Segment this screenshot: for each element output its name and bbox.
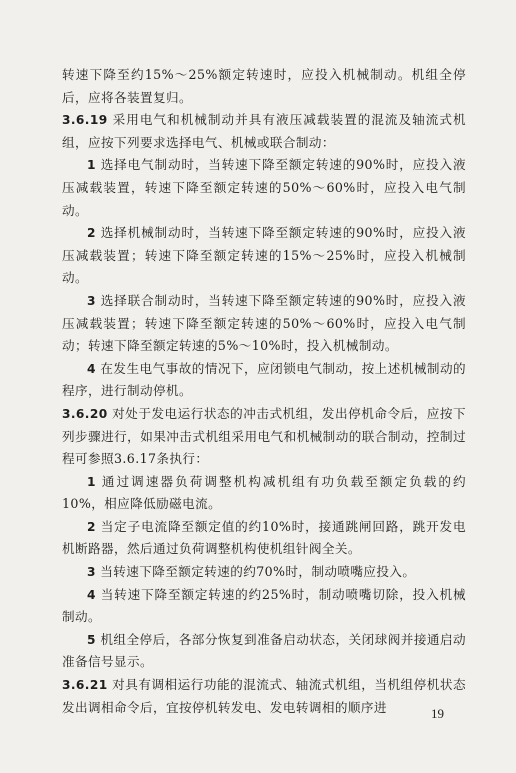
paragraph-text: 在发生电气事故的情况下，应闭锁电气制动，按上述机械制动的程序，进行制动停机。 <box>62 360 466 399</box>
list-item-paragraph <box>62 154 466 222</box>
paragraph-text: 采用电气和机械制动并具有液压减载装置的混流及轴流式机组，应按下列要求选择电气、机械或联合制动： <box>62 112 466 150</box>
clause-paragraph <box>62 403 466 471</box>
list-item-paragraph <box>62 358 466 403</box>
paragraph-text: 转速下降至约15%～25%额定转速时，应投入机械制动。机组全停后，应将各装置复归。 <box>62 67 466 105</box>
list-item-paragraph <box>62 290 466 358</box>
list-item-paragraph <box>62 471 466 516</box>
paragraph-text: 当转速下降至额定转速的约70%时，制动喷嘴应投入。 <box>95 564 416 580</box>
clause-number: 2 <box>87 519 96 534</box>
clause-number: 4 <box>87 361 96 376</box>
list-item-paragraph <box>62 629 466 674</box>
list-item-paragraph <box>62 561 466 584</box>
list-item-paragraph <box>62 222 466 290</box>
clause-number: 2 <box>87 226 96 241</box>
clause-paragraph <box>62 109 466 154</box>
paragraph-text: 机组全停后，各部分恢复到准备启动状态，关闭球阀并接通启动准备信号显示。 <box>62 631 466 670</box>
page-number: 19 <box>431 706 444 721</box>
paragraph-text: 选择联合制动时，当转速下降至额定转速的90%时，应投入液压减载装置；转速下降至额定转速的50%～60%时，应投入电气制动；转速下降至额定转速的5%～10%时，投入机械制动。 <box>62 292 466 354</box>
list-item-paragraph <box>62 584 466 629</box>
clause-number: 3.6.20 <box>62 406 108 421</box>
paragraph-text: 选择电气制动时，当转速下降至额定转速的90%时，应投入液压减载装置，转速下降至额定转速的50%～60%时，应投入电气制动。 <box>62 157 466 218</box>
clause-number: 3 <box>87 565 96 580</box>
paragraph-text: 对处于发电运行状态的冲击式机组，发出停机命令后，应按下列步骤进行，如果冲击式机组采用电气和机械制动的联合制动，控制过程可参照3.6.17条执行： <box>62 405 466 467</box>
clause-number: 3 <box>87 293 96 308</box>
clause-number: 3.6.21 <box>62 678 108 693</box>
clause-paragraph <box>62 674 466 719</box>
clause-number: 1 <box>87 158 96 173</box>
clause-number: 1 <box>87 474 96 489</box>
clause-number: 3.6.19 <box>62 113 108 128</box>
clause-number: 5 <box>87 632 96 647</box>
list-item-paragraph <box>62 516 466 561</box>
paragraph-text: 当转速下降至额定转速的约25%时，制动喷嘴切除，投入机械制动。 <box>62 586 466 625</box>
paragraph-text: 当定子电流降至额定值的约10%时，接通跳闸回路，跳开发电机断路器，然后通过负荷调整机构使机组针阀全关。 <box>62 518 466 557</box>
paragraph-text: 对具有调相运行功能的混流式、轴流式机组，当机组停机状态发出调相命令后，宜按停机转发电、发电转调相的顺序进 <box>62 677 466 715</box>
paragraph-text: 选择机械制动时，当转速下降至额定转速的90%时，应投入液压减载装置；转速下降至额定转速的15%～25%时，应投入机械制动。 <box>62 225 466 286</box>
list-item-paragraph <box>62 64 466 109</box>
clause-number: 4 <box>87 587 96 602</box>
body-text <box>62 64 466 719</box>
paragraph-text: 通过调速器负荷调整机构减机组有功负载至额定负载的约10%，相应降低励磁电流。 <box>62 473 466 512</box>
